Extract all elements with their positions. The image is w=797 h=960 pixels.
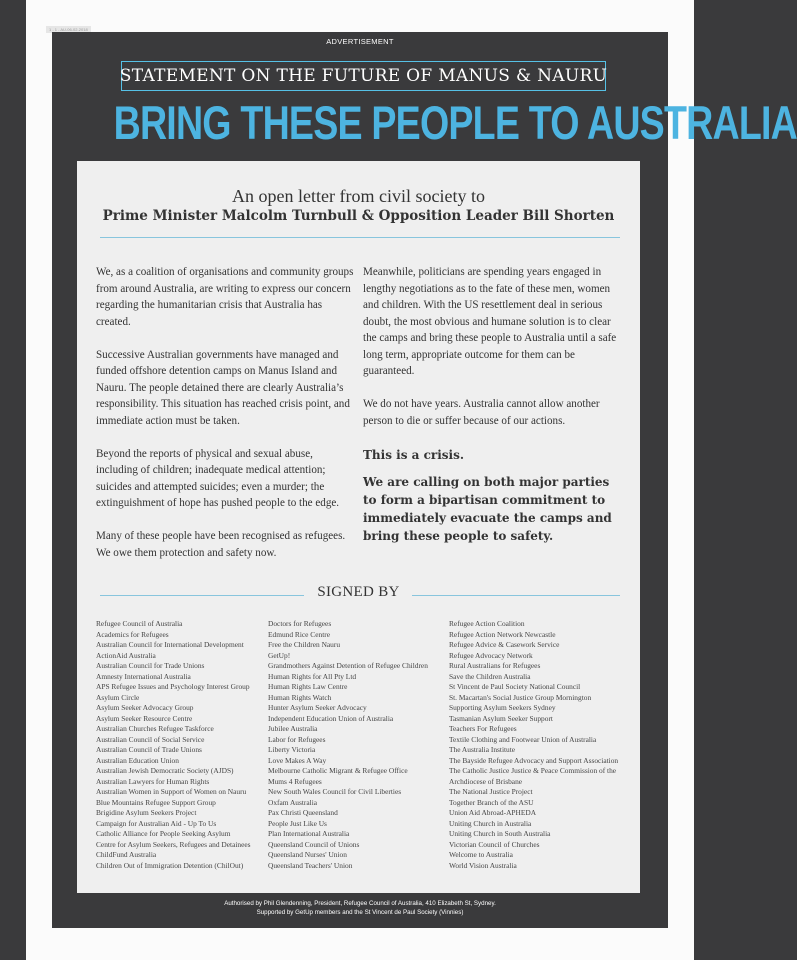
signatory-item: Textile Clothing and Footwear Union of Australia	[449, 734, 597, 744]
signatory-item: Human Rights Watch	[268, 692, 332, 702]
signatory-item: Australian Churches Refugee Taskforce	[96, 724, 214, 733]
signatory-item: Asylum Circle	[96, 692, 140, 702]
open-letter	[77, 161, 640, 893]
signatory-item: Love Makes A Way	[268, 755, 327, 765]
signatory-item: Australian Council for Trade Unions	[96, 661, 205, 670]
signatory-item: Save the Children Australia	[449, 671, 531, 681]
statement-title: STATEMENT ON THE FUTURE OF MANUS & NAURU	[119, 66, 608, 86]
signatory-item: GetUp!	[268, 650, 291, 660]
signatory-item: Rural Australians for Refugees	[449, 661, 541, 670]
letter-paragraph: Successive Australian governments have managed and funded offshore detention camps on Manus Island and Nauru. The people detained there are clearly Australia’s responsibility. This situation has reached crisis point, and immediate action must be taken.	[96, 348, 350, 427]
signatory-item: Free the Children Nauru	[268, 640, 341, 649]
signatory-item: Queensland Council of Unions	[268, 839, 360, 849]
call-to-action: We are calling on both major parties to form a bipartisan commitment to immediately evacuate the camps and bring these people to safety.	[363, 474, 612, 543]
signatory-item: Tasmanian Asylum Seeker Support	[449, 713, 553, 723]
signatory-item: The Catholic Justice Justice & Peace Commission of the	[449, 766, 617, 775]
advertisement-panel	[52, 32, 797, 928]
signatory-item: Union Aid Abroad-APHEDA	[449, 808, 537, 817]
signatory-item: Queensland Nurses' Union	[268, 850, 347, 859]
signatory-item: Plan International Australia	[268, 829, 350, 838]
signatory-item: New South Wales Council for Civil Liberties	[268, 787, 402, 796]
signatory-item: The National Justice Project	[449, 787, 533, 796]
signatory-item: Centre for Asylum Seekers, Refugees and Detainees	[96, 839, 251, 849]
signatory-item: Mums 4 Refugees	[268, 776, 322, 786]
signatory-item: Children Out of Immigration Detention (ChilOut)	[96, 860, 244, 870]
signatories-column-2	[268, 619, 428, 871]
signatory-item: Archdiocese of Brisbane	[449, 776, 523, 786]
signatories-column-1	[96, 619, 251, 871]
signatory-item: Teachers For Refugees	[449, 724, 517, 733]
letter-paragraph: Beyond the reports of physical and sexual abuse, including of children; inadequate medical attention; suicides and attempted suicides; even a murder; the extinguishment of hope has pushed people to the edge.	[96, 447, 340, 509]
authorisation-footer	[52, 899, 668, 917]
letter-intro: An open letter from civil society to	[232, 186, 485, 206]
signatory-item: Uniting Church in Australia	[449, 818, 532, 828]
signatory-item: Campaign for Australian Aid - Up To Us	[96, 818, 217, 828]
letter-paragraph: We do not have years. Australia cannot allow another person to die or suffer because of our actions.	[363, 398, 600, 427]
signatory-item: APS Refugee Issues and Psychology Interest Group	[96, 682, 250, 691]
signatory-item: Edmund Rice Centre	[268, 629, 330, 639]
signatory-item: Independent Education Union of Australia	[268, 713, 394, 723]
signatory-item: Brigidine Asylum Seekers Project	[96, 808, 197, 817]
advertisement-label: ADVERTISEMENT	[326, 37, 394, 46]
signatory-item: Melbourne Catholic Migrant & Refugee Office	[268, 766, 408, 775]
signatory-item: Australian Council of Social Service	[96, 734, 205, 744]
headline: BRING THESE PEOPLE TO AUSTRALIA	[113, 96, 797, 149]
signatory-item: Blue Mountains Refugee Support Group	[96, 797, 216, 807]
signatory-item: Human Rights for All Pty Ltd	[268, 671, 357, 681]
letter-paragraph: Meanwhile, politicians are spending years engaged in lengthy negotiations as to the fate of these men, women and children. With the US resettlement deal in serious doubt, the most obvious and humane solution is to clear the camps and bring these people to Australia until a safe long term, appropriate outcome for them can be guaranteed.	[363, 266, 617, 377]
letter-paragraph: Many of these people have been recognised as refugees. We owe them protection and safety now.	[96, 530, 346, 559]
signatory-item: Australian Women in Support of Women on Nauru	[96, 787, 247, 796]
signatory-item: ChildFund Australia	[96, 850, 157, 859]
signatories-column-3	[449, 619, 618, 871]
signatory-item: Australian Jewish Democratic Society (AJDS)	[96, 766, 234, 775]
signatory-item: Labor for Refugees	[268, 734, 326, 744]
letter-column-right	[363, 264, 623, 545]
signatory-item: Jubilee Australia	[268, 724, 318, 733]
signatory-item: Australian Council of Trade Unions	[96, 745, 202, 754]
signatory-item: Asylum Seeker Advocacy Group	[96, 703, 194, 712]
signatory-item: Amnesty International Australia	[96, 671, 191, 681]
signatory-item: Grandmothers Against Detention of Refugee Children	[268, 661, 428, 670]
signatory-item: World Vision Australia	[449, 860, 517, 870]
signatory-item: Pax Christi Queensland	[268, 808, 338, 817]
signatory-item: Refugee Advice & Casework Service	[449, 640, 560, 649]
signatory-item: Refugee Council of Australia	[96, 619, 183, 628]
signatory-item: Victorian Council of Churches	[449, 839, 540, 849]
signatory-item: Uniting Church in South Australia	[449, 829, 551, 838]
statement-banner	[121, 61, 606, 91]
divider	[100, 237, 620, 238]
footer-line: Authorised by Phil Glendenning, President, Refugee Council of Australia, 410 Elizabeth St, Sydney.	[224, 900, 496, 907]
signatory-item: Catholic Alliance for People Seeking Asylum	[96, 829, 231, 838]
signatory-item: Australian Education Union	[96, 755, 179, 765]
signatory-item: Australian Lawyers for Human Rights	[96, 776, 210, 786]
signatory-item: Australian Council for International Development	[96, 640, 244, 649]
signatory-item: Supporting Asylum Seekers Sydney	[449, 703, 556, 712]
signatory-item: Queensland Teachers' Union	[268, 860, 353, 870]
letter-paragraph: We, as a coalition of organisations and community groups from around Australia, are writing to express our concern regarding the humanitarian crisis that Australia has created.	[96, 266, 354, 328]
signatory-item: The Australia Institute	[449, 745, 516, 754]
signatory-item: Refugee Action Coalition	[449, 619, 525, 628]
signatory-item: Human Rights Law Centre	[268, 682, 348, 691]
signatory-item: Refugee Action Network Newcastle	[449, 629, 556, 639]
signatory-item: Hunter Asylum Seeker Advocacy	[268, 703, 367, 712]
letter-column-left	[96, 264, 356, 578]
signed-by-heading: SIGNED BY	[317, 584, 400, 600]
signatory-item: The Bayside Refugee Advocacy and Support Association	[449, 755, 619, 765]
signatory-item: Academics for Refugees	[96, 629, 169, 639]
signatory-item: St. Macartan's Social Justice Group Mornington	[449, 692, 592, 702]
signatory-item: Doctors for Refugees	[268, 619, 332, 628]
signatory-item: Liberty Victoria	[268, 745, 316, 754]
signatory-item: Oxfam Australia	[268, 797, 318, 807]
letter-addressee: Prime Minister Malcolm Turnbull & Opposition Leader Bill Shorten	[102, 208, 615, 224]
signatory-item: People Just Like Us	[268, 818, 327, 828]
signatory-item: St Vincent de Paul Society National Council	[449, 682, 581, 691]
signatory-item: Asylum Seeker Resource Centre	[96, 713, 193, 723]
signatory-item: Welcome to Australia	[449, 850, 513, 859]
signatory-item: Refugee Advocacy Network	[449, 650, 533, 660]
page-tag: 1 - 1 - AU-06-02-2018	[46, 26, 91, 33]
footer-line: Supported by GetUp members and the St Vincent de Paul Society (Vinnies)	[256, 909, 464, 916]
divider	[412, 595, 620, 596]
signatory-item: ActionAid Australia	[96, 650, 156, 660]
signatory-item: Together Branch of the ASU	[449, 797, 534, 807]
crisis-statement: This is a crisis.	[363, 447, 465, 462]
